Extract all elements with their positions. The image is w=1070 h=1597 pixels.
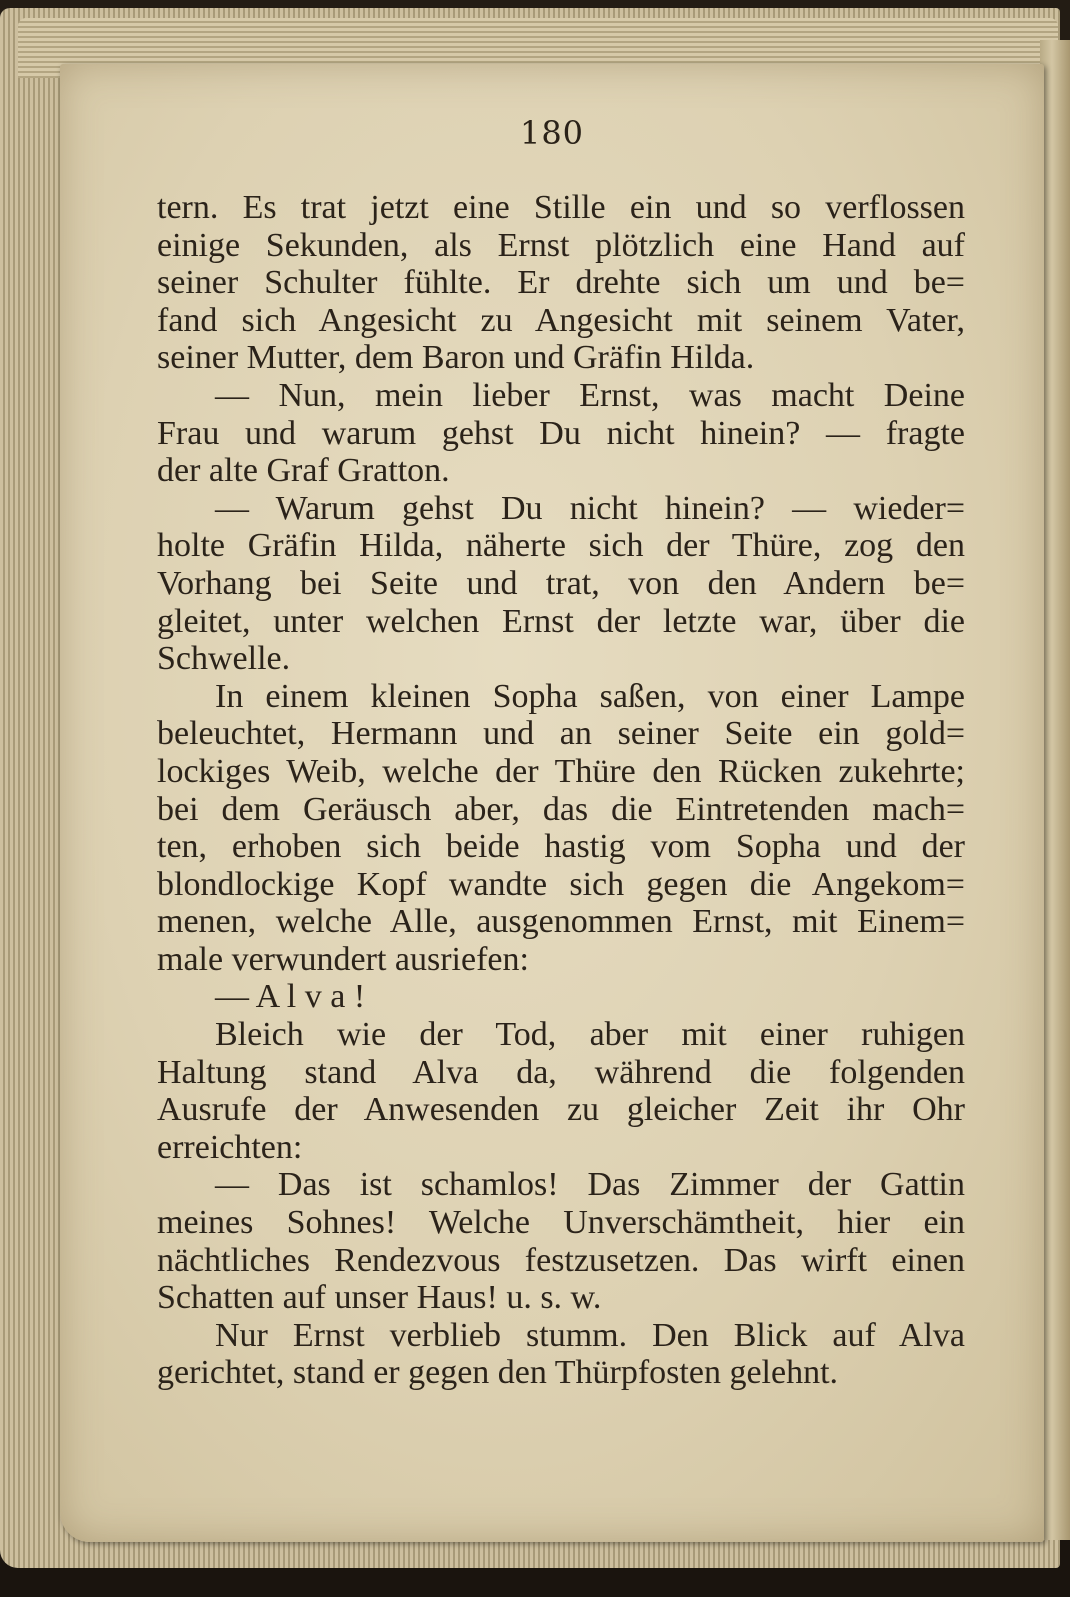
text-line: Ausrufe der Anwesenden zu gleicher Zeit ihr Ohr [157, 1091, 965, 1129]
text-line: ten, erhoben sich beide hastig vom Sopha und der [157, 828, 965, 866]
text-line: einige Sekunden, als Ernst plötzlich eine Hand auf [157, 226, 965, 264]
text-line: nächtliches Rendezvous festzusetzen. Das wirft einen [157, 1241, 965, 1279]
text-line: Bleich wie der Tod, aber mit einer ruhigen [215, 1016, 965, 1054]
text-line: seiner Schulter fühlte. Er drehte sich um und be= [157, 264, 965, 302]
text-line: gerichtet, stand er gegen den Thürpfosten gelehnt. [157, 1354, 839, 1392]
text-line: Schatten auf unser Haus! u. s. w. [157, 1279, 602, 1317]
text-line: — A l v a ! [215, 978, 366, 1016]
book-page [60, 64, 1044, 1542]
text-line: Vorhang bei Seite und trat, von den Andern be= [157, 564, 965, 602]
text-line: — Warum gehst Du nicht hinein? — wieder= [215, 489, 965, 527]
text-line: — Nun, mein lieber Ernst, was macht Deine [215, 376, 965, 414]
page-number: 180 [519, 114, 585, 152]
book-right-edge [1040, 40, 1070, 1540]
text-line: fand sich Angesicht zu Angesicht mit seinem Vater, [157, 301, 965, 339]
text-line: menen, welche Alle, ausgenommen Ernst, mit Einem= [157, 903, 965, 941]
text-line: erreichten: [157, 1128, 303, 1166]
text-line: Haltung stand Alva da, während die folgenden [157, 1053, 965, 1091]
text-line: blondlockige Kopf wandte sich gegen die Angekom= [157, 865, 965, 903]
text-line: — Das ist schamlos! Das Zimmer der Gattin [215, 1166, 965, 1204]
text-line: der alte Graf Gratton. [157, 452, 450, 490]
text-line: male verwundert ausriefen: [157, 940, 529, 978]
text-line: gleitet, unter welchen Ernst der letzte war, über die [157, 602, 965, 640]
text-line: lockiges Weib, welche der Thüre den Rücken zukehrte; [157, 752, 965, 790]
text-line: Schwelle. [157, 640, 291, 678]
text-line: In einem kleinen Sopha saßen, von einer Lampe [215, 677, 965, 715]
text-line: meines Sohnes! Welche Unverschämtheit, hier ein [157, 1204, 965, 1242]
text-line: seiner Mutter, dem Baron und Gräfin Hilda. [157, 339, 755, 377]
text-line: beleuchtet, Hermann und an seiner Seite ein gold= [157, 715, 965, 753]
text-line: tern. Es trat jetzt eine Stille ein und so verflossen [157, 189, 965, 226]
text-line: holte Gräfin Hilda, näherte sich der Thüre, zog den [157, 527, 965, 565]
text-line: Frau und warum gehst Du nicht hinein? — fragte [157, 414, 965, 452]
text-line: Nur Ernst verblieb stumm. Den Blick auf Alva [215, 1316, 965, 1354]
page-body-text [157, 189, 965, 1392]
text-line: bei dem Geräusch aber, das die Eintretenden mach= [157, 790, 965, 828]
